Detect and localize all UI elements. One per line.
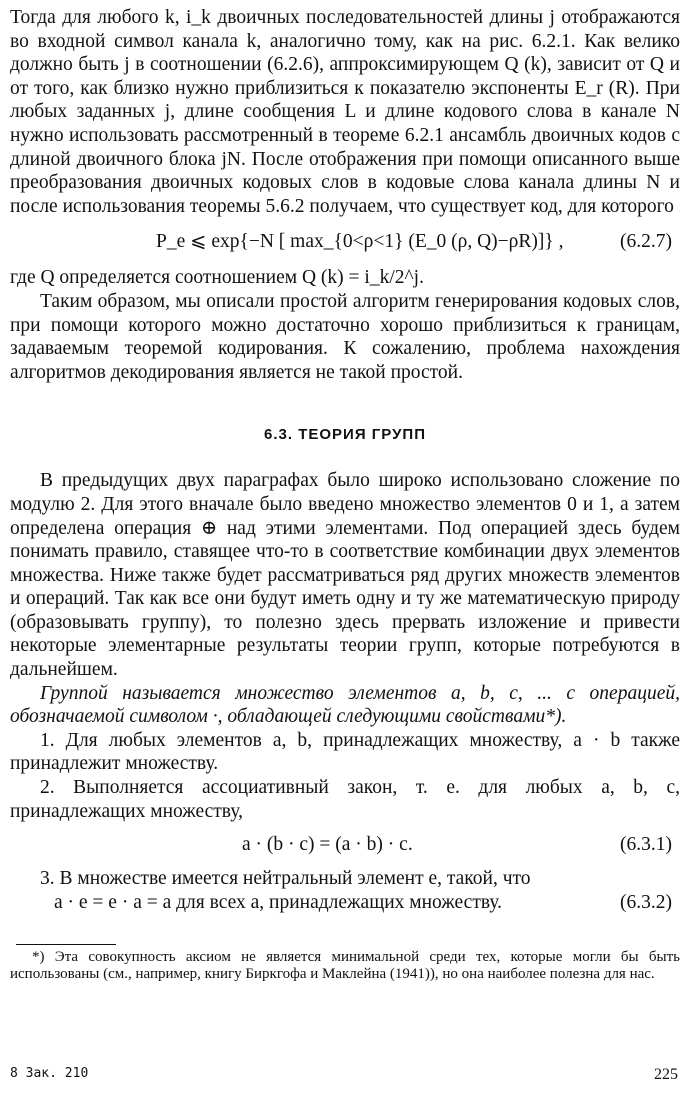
paragraph-4: В предыдущих двух параграфах было широко использовано сложение по модулю 2. Для этого вначале было введено множество элементов 0 и 1, а затем определена операция ⊕ над этими элементами. Под операцией здесь будем понимать правило, ставящее что-то в соответствие комбинации двух элементов множества. Ниже также будет рассматриваться ряд других множеств элементов и операций. Так как все они будут иметь одну и ту же математическую природу (образовывать группу), то полезно здесь прервать изложение и привести некоторые элементарные результаты теории групп, которые потребуются в дальнейшем. xyxy=(10,470,680,681)
equation-expression: a · (b · c) = (a · b) · c. xyxy=(242,834,413,856)
section-title: 6.3. ТЕОРИЯ ГРУПП xyxy=(264,426,426,444)
page-number: 225 xyxy=(654,1066,678,1083)
equation-number: (6.3.1) xyxy=(620,834,672,856)
paragraph-2: где Q определяется соотношением Q (k) = i_k/2^j. xyxy=(10,267,424,289)
equation-expression: P_e ⩽ exp{−N [ max_{0<ρ<1} (E_0 (ρ, Q)−ρR)]} , xyxy=(156,231,564,253)
axiom-3: 3. В множестве имеется нейтральный элемент e, такой, что xyxy=(40,868,531,890)
axiom-2: 2. Выполняется ассоциативный закон, т. е. для любых a, b, c, принадлежащих множеству, xyxy=(10,777,680,822)
equation-number: (6.2.7) xyxy=(620,231,672,253)
paragraph-3: Таким образом, мы описали простой алгоритм генерирования кодовых слов, при помощи которого можно достаточно хорошо приблизиться к границам, задаваемым теоремой кодирования. К сожалению, проблема нахождения алгоритмов декодирования является не такой простой. xyxy=(10,290,680,383)
axiom-1: 1. Для любых элементов a, b, принадлежащих множеству, a · b также принадлежит множеству. xyxy=(10,729,680,775)
equation-6-3-1 xyxy=(10,823,680,867)
equation-expression: a · e = e · a = a для всех a, принадлежащих множеству. xyxy=(54,891,503,913)
equation-number: (6.3.2) xyxy=(620,891,672,913)
equation-6-3-2 xyxy=(10,891,680,915)
footnote-divider xyxy=(16,944,116,945)
print-mark: 8 Зак. 210 xyxy=(10,1066,89,1081)
equation-6-2-7 xyxy=(10,218,680,266)
footnote: *) Эта совокупность аксиом не является минимальной среди тех, которые могли бы быть использованы (см., например, книгу Биркгофа и Маклейна (1941)), но она наиболее полезна для нас. xyxy=(10,949,680,983)
group-definition: Группой называется множество элементов a, b, c, ... с операцией, обозначаемой символом ·, обладающей следующими свойствами*). xyxy=(10,682,680,728)
paragraph-1: Тогда для любого k, i_k двоичных последовательностей длины j отображаются во входной символ канала k, аналогично тому, как на рис. 6.2.1. Как велико должно быть j в соотношении (6.2.6), аппроксимирующем Q (k), зависит от Q и от того, как близко нужно приблизиться к показателю экспоненты E_r (R). При любых заданных j, длине сообщения L и длине кодового слова в канале N нужно использовать рассмотренный в теореме 6.2.1 ансамбль двоичных кодов с длиной двоичного блока jN. После отображения при помощи описанного выше преобразования двоичных кодовых слов в кодовые слова канала длины N и после использования теоремы 5.6.2 получаем, что существует код, для которого xyxy=(10,7,680,217)
